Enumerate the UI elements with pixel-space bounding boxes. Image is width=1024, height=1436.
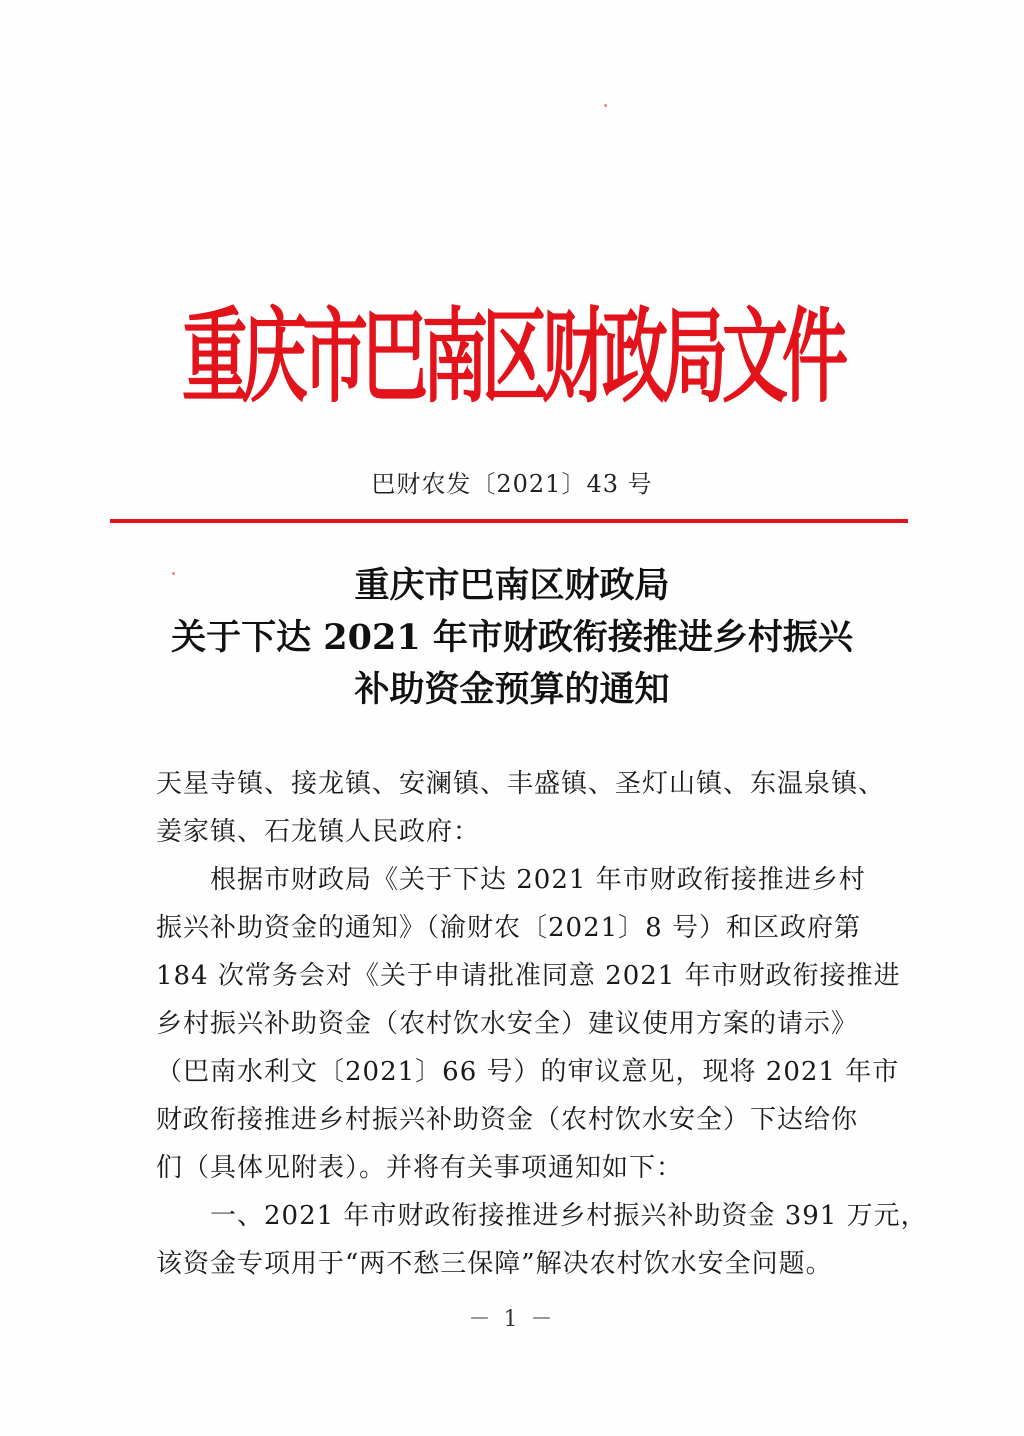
paragraph-2-line-1: 一、2021 年市财政衔接推进乡村振兴补助资金 391 万元，: [210, 1201, 928, 1231]
page-number: － 1 －: [468, 1307, 556, 1332]
paragraph-1-line-5: （巴南水利文〔2021〕66 号）的审议意见，现将 2021 年市: [156, 1057, 900, 1087]
scan-speck: [604, 104, 607, 107]
paragraph-2-line-2: 该资金专项用于“两不愁三保障”解决农村饮水安全问题。: [156, 1249, 833, 1279]
masthead-title: 重庆市巴南区财政局文件: [182, 297, 842, 417]
scan-speck: [172, 572, 175, 575]
recipients-line-1: 天星寺镇、接龙镇、安澜镇、丰盛镇、圣灯山镇、东温泉镇、: [156, 769, 886, 799]
paragraph-1-line-1: 根据市财政局《关于下达 2021 年市财政衔接推进乡村: [210, 865, 866, 895]
notice-title: [0, 560, 1024, 716]
notice-title-line-1: 重庆市巴南区财政局: [354, 565, 670, 606]
paragraph-1-line-3: 184 次常务会对《关于申请批准同意 2021 年市财政衔接推进: [156, 961, 901, 991]
recipients-line-2: 姜家镇、石龙镇人民政府：: [156, 817, 481, 847]
document-body: [156, 760, 928, 1288]
red-divider-line: [110, 519, 908, 523]
paragraph-1-line-4: 乡村振兴补助资金（农村饮水安全）建议使用方案的请示》: [156, 1009, 859, 1039]
document-number: 巴财农发〔2021〕43 号: [371, 470, 653, 498]
paragraph-1-line-7: 们（具体见附表）。并将有关事项通知如下：: [156, 1153, 684, 1183]
paragraph-1-line-2: 振兴补助资金的通知》（渝财农〔2021〕8 号）和区政府第: [156, 913, 861, 943]
notice-title-line-3: 补助资金预算的通知: [354, 669, 670, 710]
paragraph-1-line-6: 财政衔接推进乡村振兴补助资金（农村饮水安全）下达给你: [156, 1105, 859, 1135]
notice-title-line-2: 关于下达 2021 年市财政衔接推进乡村振兴: [171, 617, 853, 658]
